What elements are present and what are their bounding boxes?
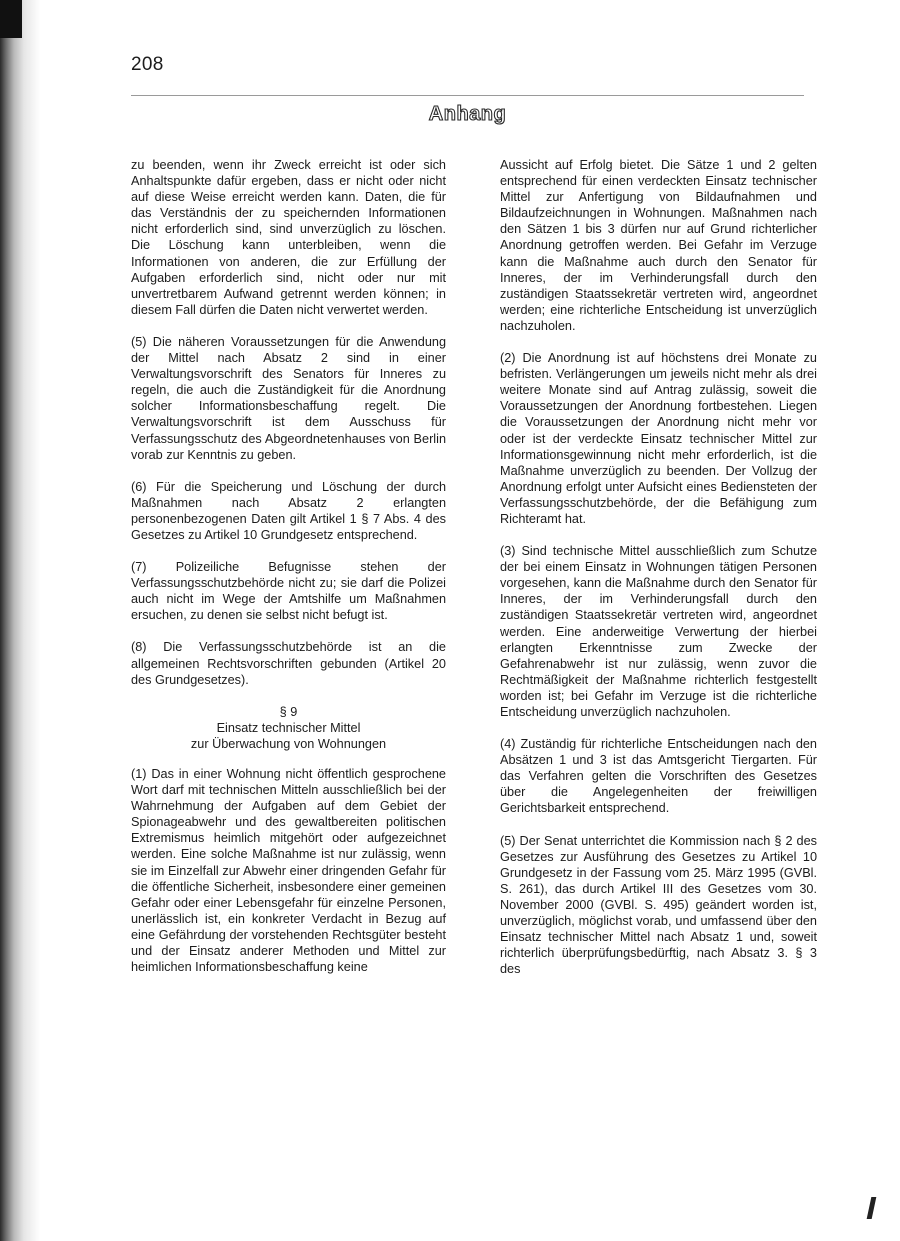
paragraph: (1) Das in einer Wohnung nicht öffentlich gesprochene Wort darf mit technischen Mitteln ausschließlich bei der Wahrnehmung der Aufgaben auf dem Gebiet der Spionageabwehr und des gewaltbereiten politischen Extremismus heimlich mitgehört oder aufgezeichnet werden. Eine solche Maßnahme ist nur zulässig, wenn sie im Einzelfall zur Abwehr einer dringenden Gefahr für die öffentliche Sicherheit, insbesondere einer gemeinen Gefahr oder einer Lebensgefahr für einzelne Personen, unerlässlich ist, ein konkreter Verdacht in Bezug auf eine Gefährdung der vorstehenden Rechtsgüter besteht und der Einsatz anderer Methoden und Mittel zur heimlichen Informationsbeschaffung keine xyxy=(131,767,446,975)
right-column xyxy=(500,157,817,993)
paragraph: (6) Für die Speicherung und Löschung der durch Maßnahmen nach Absatz 2 erlangten personenbezogenen Daten gilt Artikel 1 § 7 Abs. 4 des Gesetzes zu Artikel 10 Grundgesetz entsprechend. xyxy=(131,479,446,542)
scan-edge-mark xyxy=(857,1197,877,1219)
section-title-line2: zur Überwachung von Wohnungen xyxy=(190,736,387,751)
scan-corner-mark xyxy=(0,0,22,38)
paragraph: (4) Zuständig für richterliche Entscheidungen nach den Absätzen 1 und 3 ist das Amtsgericht Tiergarten. Für das Verfahren gelten die Vorschriften des Gesetzes über die Angelegenheiten der freiwilligen Gerichtsbarkeit entsprechend. xyxy=(500,737,817,816)
section-number: § 9 xyxy=(279,704,298,719)
section-title-line1: Einsatz technischer Mittel xyxy=(216,720,361,735)
paragraph: Aussicht auf Erfolg bietet. Die Sätze 1 und 2 gelten entsprechend für einen verdeckten Einsatz technischer Mittel zur Anfertigung von Bildaufnahmen und Bildaufzeichnungen in Wohnungen. Maßnahmen nach den Sätzen 1 bis 3 dürfen nur auf Grund richterlicher Anordnung getroffen werden. Bei Gefahr im Verzuge kann die Maßnahme auch durch den Senator für Inneres, der im Verhinderungsfall durch den zuständigen Staatssekretär vertreten wird, angeordnet werden; eine richterliche Entscheidung ist unverzüglich nachzuholen. xyxy=(500,158,817,333)
paragraph: (5) Die näheren Voraussetzungen für die Anwendung der Mittel nach Absatz 2 sind in einer Verwaltungsvorschrift des Senators für Inneres zu regeln, die auch die Zuständigkeit für die Anordnung solcher Informationsbeschaffung regelt. Die Verwaltungsvorschrift ist dem Ausschuss für Verfassungsschutz des Abgeordnetenhauses von Berlin vorab zur Kenntnis zu geben. xyxy=(131,334,446,462)
paragraph: (2) Die Anordnung ist auf höchstens drei Monate zu befristen. Verlängerungen um jeweils nicht mehr als drei weitere Monate sind auf Antrag zulässig, soweit die Voraussetzungen der Anordnung fortbestehen. Liegen die Voraussetzungen der Anordnung nicht mehr vor oder ist der verdeckte Einsatz technischer Mittel zur Informationsgewinnung nicht mehr erforderlich, ist die Maßnahme unverzüglich zu beenden. Der Vollzug der Anordnung erfolgt unter Aufsicht eines Bediensteten der Verfassungsschutzbehörde, der die Befähigung zum Richteramt hat. xyxy=(500,351,817,526)
paragraph: zu beenden, wenn ihr Zweck erreicht ist oder sich Anhaltspunkte dafür ergeben, dass er nicht oder nicht auf diese Weise erreicht werden kann. Daten, die für das Verständnis der zu speichernden Informationen nicht erforderlich sind, sind unverzüglich zu löschen. Die Löschung kann unterbleiben, wenn die Informationen von anderen, die zur Erfüllung der Aufgaben erforderlich sind, nicht oder nur mit unvertretbarem Aufwand getrennt werden können; in diesem Fall dürfen die Daten nicht verwertet werden. xyxy=(131,158,446,317)
paragraph: (8) Die Verfassungsschutzbehörde ist an die allgemeinen Rechtsvorschriften gebunden (Artikel 20 des Grundgesetzes). xyxy=(131,640,446,687)
paragraph: (3) Sind technische Mittel ausschließlich zum Schutze der bei einem Einsatz in Wohnungen tätigen Personen vorgesehen, kann die Maßnahme durch den Senator für Inneres, der im Verhinderungsfall durch den zuständigen Staatssekretär vertreten wird, angeordnet werden. Eine anderweitige Verwertung der hierbei erlangten Erkenntnisse zum Zwecke der Gefahrenabwehr ist nur zulässig, wenn zuvor die Rechtmäßigkeit der Maßnahme richterlich festgestellt worden ist; bei Gefahr im Verzuge ist die richterliche Entscheidung unverzüglich nachzuholen. xyxy=(500,544,817,719)
book-binding-shadow xyxy=(0,0,40,1241)
paragraph: (7) Polizeiliche Befugnisse stehen der Verfassungsschutzbehörde nicht zu; sie darf die Polizei auch nicht im Wege der Amtshilfe um Maßnahmen ersuchen, zu denen sie selbst nicht befugt ist. xyxy=(131,560,446,623)
header-divider xyxy=(131,95,804,96)
left-column xyxy=(131,157,446,991)
page-number: 208 xyxy=(131,54,164,75)
paragraph: (5) Der Senat unterrichtet die Kommission nach § 2 des Gesetzes zur Ausführung des Gesetzes zu Artikel 10 Grundgesetz in der Fassung vom 25. März 1995 (GVBl. S. 261), das durch Artikel III des Gesetzes vom 30. November 2000 (GVBl. S. 495) geändert worden ist, unverzüglich, möglichst vorab, und umfassend über den Einsatz technischer Mittel nach Absatz 1 und, soweit richterlich überprüfungsbedürftig, nach Absatz 3. § 3 des xyxy=(500,833,817,977)
section-heading xyxy=(131,704,446,752)
section-header: Anhang xyxy=(428,103,507,125)
